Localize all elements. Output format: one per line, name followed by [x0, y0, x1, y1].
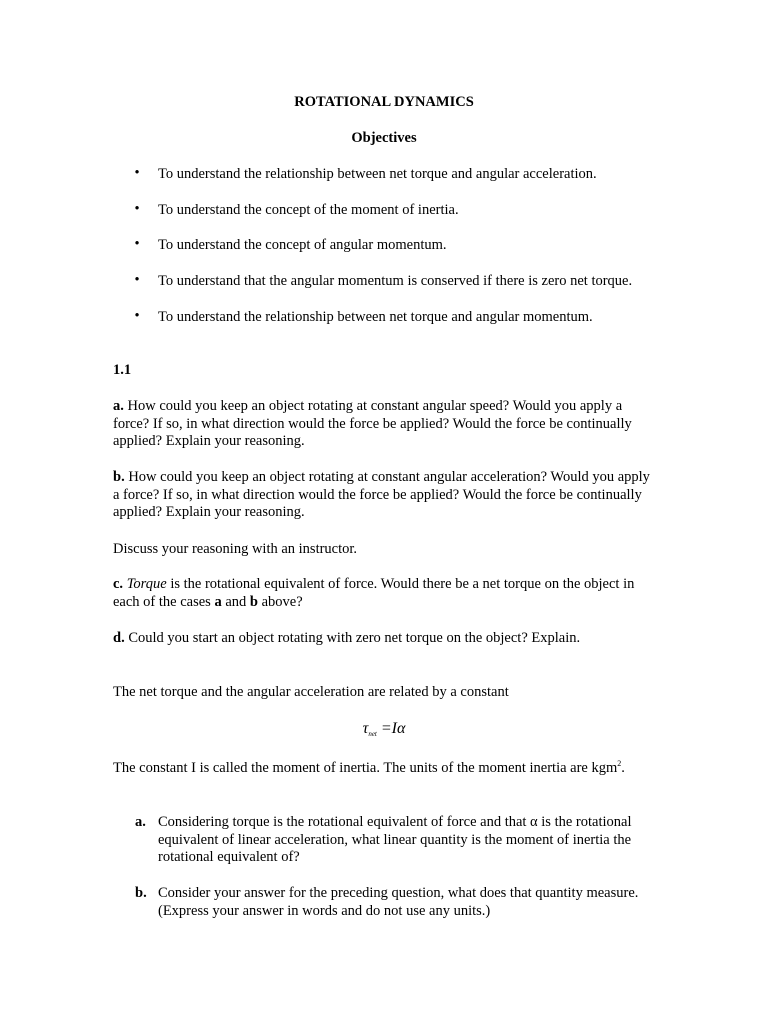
bullet-icon: • [134, 236, 140, 252]
moment-paragraph [113, 760, 673, 778]
bullet-icon: • [134, 308, 140, 324]
part-d-text: Could you start an object rotating with zero net torque on the object? Explain. [124, 630, 581, 646]
bullet-icon: • [134, 201, 140, 217]
part-a-label: a. [113, 398, 124, 414]
objectives-heading: Objectives [351, 130, 417, 146]
part-b-text: How could you keep an object rotating at constant angular acceleration? Would you apply a force? If so, in what direction would the force be applied? Would the force be continually applied? Explain your reasoning. [113, 469, 650, 520]
moment-text: The constant I is called the moment of inertia. The units of the moment inertia are kgm [113, 760, 618, 776]
part-b-label: b. [113, 469, 125, 485]
part-c-paragraph [113, 576, 658, 611]
net-subscript: net [368, 730, 377, 738]
bullet-icon: • [134, 165, 140, 181]
question-label: b. [135, 885, 147, 901]
part-b-paragraph [113, 469, 658, 522]
and-word: and [221, 593, 250, 610]
objective-text: To understand the relationship between net torque and angular acceleration. [158, 166, 597, 182]
objective-text: To understand the concept of angular momentum. [158, 237, 447, 253]
units-superscript: 2 [617, 759, 622, 768]
objective-text: To understand that the angular momentum is conserved if there is zero net torque. [158, 273, 633, 289]
question-label: a. [135, 814, 146, 830]
part-d-label: d. [113, 630, 125, 646]
torque-formula [0, 720, 768, 744]
moment-end: . [621, 760, 625, 776]
case-b-label: b [249, 593, 258, 610]
question-text: Consider your answer for the preceding question, what does that quantity measure. (Express your answer in words and do not use any units.) [158, 885, 639, 919]
case-a-label: a [214, 593, 222, 610]
torque-word: Torque [126, 576, 167, 592]
question-text: Considering torque is the rotational equivalent of force and that α is the rotational equivalent of linear acceleration, what linear quantity is the moment of inertia the rotational equivalent of? [158, 814, 632, 865]
part-a-paragraph [113, 398, 658, 451]
bullet-icon: • [134, 272, 140, 288]
objective-text: To understand the concept of the moment of inertia. [158, 202, 459, 218]
discuss-paragraph: Discuss your reasoning with an instructor. [113, 541, 358, 557]
tau-symbol: τ [362, 720, 369, 737]
formula-rhs: =Iα [376, 720, 406, 737]
section-number: 1.1 [113, 362, 132, 378]
part-c-label: c. [113, 576, 124, 592]
part-d-paragraph [113, 630, 658, 648]
part-c-text-2: above? [257, 593, 303, 610]
part-a-text: How could you keep an object rotating at constant angular speed? Would you apply a force? If so, in what direction would the force be applied? Would the force be continually applied? Explain your reasoning. [113, 398, 632, 449]
relation-paragraph: The net torque and the angular acceleration are related by a constant [113, 684, 509, 700]
document-title: ROTATIONAL DYNAMICS [294, 94, 474, 110]
objective-text: To understand the relationship between net torque and angular momentum. [158, 309, 593, 325]
part-c-text-1: is the rotational equivalent of force. Would there be a net torque on the object in each of the cases [113, 576, 635, 610]
